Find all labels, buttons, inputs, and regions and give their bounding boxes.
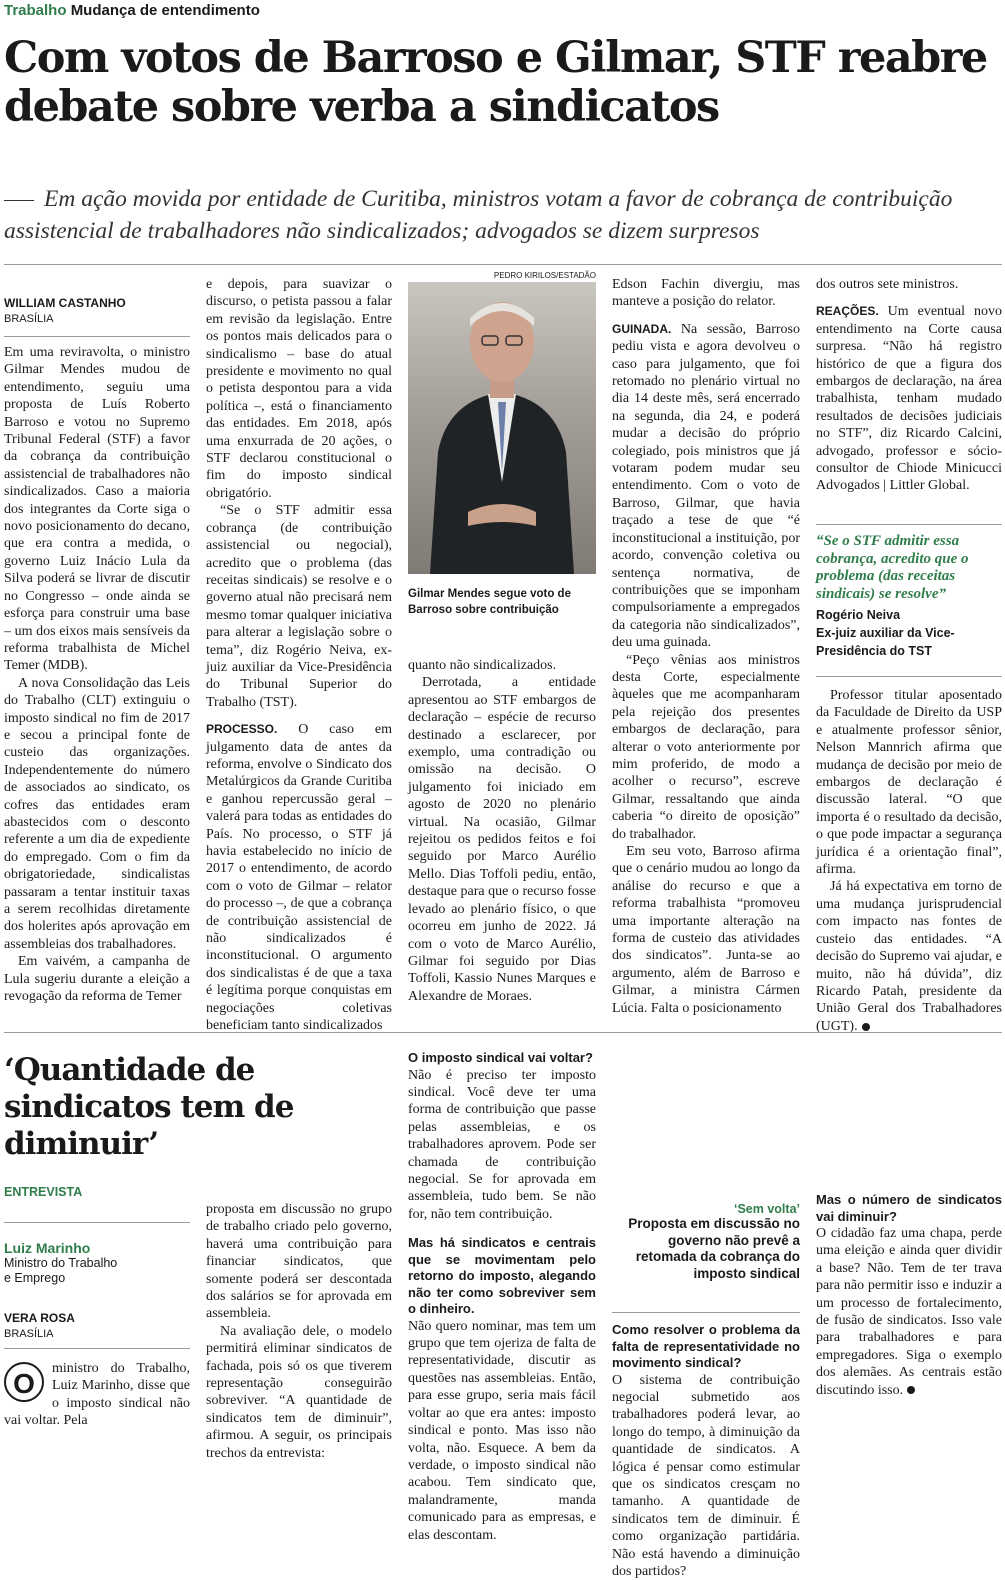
box-rule (612, 1312, 800, 1313)
end-mark-icon (907, 1386, 915, 1394)
lead-guinada: GUINADA. (612, 322, 671, 336)
answer-3: O sistema de contribuição negocial submetido aos trabalhadores poderá levar, ao longo do tempo, à diminuição da quantidade de sindicatos. A lógica é pensar como estimular que os sindicatos cresçam no tamanho. A quantidade de sindicatos tem de diminuir. É como organização partidária. Não está havendo a diminuição dos partidos? (612, 1372, 800, 1580)
interview-byline-rule (4, 1348, 190, 1349)
interview-column-5 (816, 1192, 1002, 1399)
byline-name: WILLIAM CASTANHO (4, 296, 190, 310)
lead-processo: PROCESSO. (206, 722, 277, 736)
question-3: Como resolver o problema da falta de representatividade no movimento sindical? (612, 1322, 800, 1372)
photo-gilmar-mendes (408, 282, 596, 574)
article-column-1 (4, 344, 190, 1005)
paragraph: proposta em discussão no grupo de trabalho criado pelo governo, haverá uma contribuição para financiar sindicatos, que somente poderá ser descontada dos salários se for aprovada em assembleia. (206, 1201, 392, 1323)
interview-headline: ‘Quantidade de sindicatos tem de diminuir’ (4, 1052, 404, 1163)
answer-4: O cidadão faz uma chapa, perde uma eleição e ainda quer dividir a base? Não. Tem de ter trava para não permitir isso e induzir a um processo de fortalecimento, de fusão de sindicatos. Isso vale para trabalhadores e para empregadores. Siga o exemplo dos alemães. As centrais estão discutindo isso. (816, 1225, 1002, 1399)
box-text: Proposta em discussão no governo não prevê a retomada da cobrança do imposto sindical (612, 1216, 800, 1282)
paragraph: “Se o STF admitir essa cobrança (de contribuição assistencial ou negocial), acredito que o problema (das receitas sindicais) se resolve e o governo atual não precisará nem mesmo tomar qualquer iniciativa para alterar a legislação sobre o tema”, diz Rogério Neiva, ex-juiz auxiliar da Vice-Presidência do Tribunal Superior do Trabalho (TST). (206, 502, 392, 711)
article-column-4 (612, 276, 800, 1017)
article-column-2 (206, 276, 392, 1028)
paragraph: dos outros sete ministros. (816, 276, 1002, 293)
paragraph: Em uma reviravolta, o ministro Gilmar Mendes mudou de entendimento, seguiu uma proposta de Luís Roberto Barroso e votou no Supremo Tribunal Federal (STF) a favor da cobrança da contribuição assistencial de trabalhadores não sindicalizados. Caso a maioria dos integrantes da Corte siga o novo posicionamento do decano, que era contra a medida, o governo Luiz Inácio Lula da Silva poderá se livrar de discutir no Congresso – onde ainda se esforça para construir uma base – um dos eixos mais sensíveis da reforma trabalhista de Michel Temer (MDB). (4, 344, 190, 675)
paragraph: Professor titular aposentado da Faculdade de Direito da USP e atualmente professor sênior, Nelson Mannrich afirma que mudança de decisão por meio de embargos de declaração é discussão lateral. “O que importa é o resultado da decisão, o que pode impactar a segurança jurídica é a orientação final”, afirma. (816, 687, 1002, 878)
interview-byline (4, 1311, 190, 1340)
pullquote-rule-top (816, 524, 1002, 525)
paragraph: O ministro do Trabalho, Luiz Marinho, disse que o imposto sindical não vai voltar. Pela (4, 1360, 190, 1430)
subject-name: Luiz Marinho (4, 1240, 190, 1256)
subject-role: Ministro do Trabalho e Emprego (4, 1256, 124, 1286)
byline (4, 296, 190, 325)
interview-subject (4, 1240, 190, 1286)
section-divider (4, 1032, 1002, 1033)
deck (4, 183, 1002, 247)
paragraph: Em seu voto, Barroso afirma que o cenário mudou ao longo da análise do recurso e que a reforma trabalhista “promoveu uma importante alteração na forma de custeio das atividades dos sindicatos”. Junta-se ao argumento, além de Barroso e Gilmar, a ministra Cármen Lúcia. Falta o posicionamento (612, 843, 800, 1017)
paragraph: “Peço vênias aos ministros desta Corte, especialmente àqueles que me acompanharam pela rejeição dos presentes embargos de declaração, para alterar o voto anteriormente por mim proferido, de modo a acolher o recurso”, escreve Gilmar, ressaltando que ainda caberia “o direito de oposição” do trabalhador. (612, 652, 800, 843)
portrait-illustration (408, 282, 596, 574)
paragraph: PROCESSO. O caso em julgamento data de antes da reforma, envolve o Sindicato dos Metalúrgicos da Grande Curitiba e ganhou repercussão geral – valerá para todas as entidades do País. No processo, o STF já havia estabelecido no início de 2017 o entendimento, de acordo com o voto de Gilmar – relator do processo –, de que a cobrança de contribuição assistencial de não sindicalizados é inconstitucional. O argumento dos sindicalistas é de que a taxa é legítima porque conquistas em negociações coletivas beneficiam tanto sindicalizados (206, 721, 392, 1034)
pullquote-name: Rogério Neiva (816, 606, 1002, 624)
answer-1: Não é preciso ter imposto sindical. Você deve ter uma forma de contribuição que passe pelas assembleias, e os trabalhadores aprovem. Pode ser chamada de contribuição negocial. Se for aprovada em assembleia, tudo bem. Se não for, não tem contribuição. (408, 1067, 596, 1224)
topic-label: Mudança de entendimento (71, 2, 260, 19)
paragraph: REAÇÕES. Um eventual novo entendimento na Corte causa surpresa. “Não há registro histórico de que a figura dos embargos de declaração, na área trabalhista, tenham mudado resultados de decisões judiciais no STF”, diz Ricardo Calcini, advogado, professor e sócio-consultor de Chiode Minicucci Advogados | Littler Global. (816, 303, 1002, 494)
interview-column-4 (612, 1322, 800, 1426)
byline-place: BRASÍLIA (4, 313, 190, 325)
interview-intro-1 (4, 1360, 190, 1426)
paragraph: Já há expectativa em torno de uma mudança jurisprudencial com impacto nas fontes de custeio das entidades. “A decisão do Supremo vai ajudar, e muito, não há dúvida”, diz Ricardo Patah, presidente da União Geral dos Trabalhadores (UGT). (816, 878, 1002, 1035)
question-4: Mas o número de sindicatos vai diminuir? (816, 1192, 1002, 1225)
article-column-5b (816, 687, 1002, 1028)
headline: Com votos de Barroso e Gilmar, STF reabre debate sobre verba a sindicatos (4, 34, 1004, 132)
question-1: O imposto sindical vai voltar? (408, 1050, 596, 1067)
pullquote-text: “Se o STF admitir essa cobrança, acredito que o problema (das receitas sindicais) se resolve” (816, 533, 1002, 603)
question-2: Mas há sindicatos e centrais que se movimentam pelo retorno do imposto, alegando não ter como sobreviver sem o dinheiro. (408, 1235, 596, 1318)
paragraph: quanto não sindicalizados. (408, 657, 596, 674)
lead-reacoes: REAÇÕES. (816, 304, 879, 318)
paragraph: e depois, para suavizar o discurso, o petista passou a falar em revisão da legislação. Entre os pontos mais delicados para o sindicalismo – base do atual presidente e movimento no qual o petista despontou para a vida política –, está o financiamento das entidades. Em 2018, após uma enxurrada de 20 ações, o STF declarou constitucional o fim do imposto sindical obrigatório. (206, 276, 392, 502)
article-column-3 (408, 657, 596, 1005)
byline-rule (4, 336, 190, 337)
interview-intro-2 (206, 1201, 392, 1426)
top-divider (4, 264, 1002, 265)
sidebar-box (612, 1202, 800, 1282)
pullquote-role: Ex-juiz auxiliar da Vice-Presidência do TST (816, 624, 1002, 660)
pullquote-rule-bottom (816, 676, 1002, 677)
kicker (4, 2, 260, 19)
interview-label-rule (4, 1222, 190, 1223)
interview-label: ENTREVISTA (4, 1185, 190, 1199)
paragraph: Em vaivém, a campanha de Lula sugeriu durante a eleição a revogação da reforma de Temer (4, 953, 190, 1005)
deck-text: Em ação movida por entidade de Curitiba, ministros votam a favor de cobrança de contribuição assistencial de trabalhadores não sindicalizados; advogados se dizem surpresos (4, 186, 952, 244)
author-name: VERA ROSA (4, 1311, 190, 1325)
paragraph: GUINADA. Na sessão, Barroso pediu vista e agora devolveu o caso para julgamento, que foi retomado no plenário virtual no dia 14 deste mês, será encerrado na segunda, dia 24, e poderá mudar a decisão do próprio colegiado, pois ministros que já votaram podem mudar seu entendimento. Com o voto de Barroso, Gilmar, que havia traçado a tese de que “é inconstitucional a instituição, por acordo, convenção coletiva ou sentença normativa, de contribuições que se imponham compulsoriamente a empregados da categoria não sindicalizados”, deu uma guinada. (612, 321, 800, 652)
author-place: BRASÍLIA (4, 1328, 190, 1340)
pullquote (816, 533, 1002, 660)
end-mark-icon (862, 1023, 870, 1031)
deck-rule (4, 200, 34, 201)
section-label: Trabalho (4, 2, 67, 19)
paragraph: Derrotada, a entidade apresentou ao STF embargos de declaração – espécie de recurso destinado a esclarecer, por exemplo, uma contradição ou omissão na decisão. O julgamento foi iniciado em agosto de 2020 no plenário virtual. Na ocasião, Gilmar rejeitou os pedidos feitos e foi seguido por Marco Aurélio Mello. Dias Toffoli pediu, então, destaque para que o recurso fosse levado ao plenário físico, o que ocorreu em junho de 2022. Já com o voto de Marco Aurélio, Gilmar foi seguido por Dias Toffoli, Kassio Nunes Marques e Alexandre de Moraes. (408, 674, 596, 1005)
box-label: ‘Sem volta’ (612, 1202, 800, 1216)
paragraph: Na avaliação dele, o modelo permitirá eliminar sindicatos de fachada, pois só os que tiverem representação conseguirão sobreviver. “A quantidade de sindicatos tem de diminuir”, afirmou. A seguir, os principais trechos da entrevista: (206, 1323, 392, 1462)
interview-column-3 (408, 1050, 596, 1426)
dropcap: O (4, 1362, 44, 1402)
photo-caption: Gilmar Mendes segue voto de Barroso sobre contribuição (408, 586, 596, 618)
answer-2: Não quero nominar, mas tem um grupo que tem ojeriza de falta de representatividade, discutir as questões nas assembleias. Então, para esse grupo, seria mais fácil voltar ao que era antes: imposto sindical e ponto. Mas isso não volta, não. Esquece. A bem da verdade, o imposto sindical não acabou. Tem sindicato que, malandramente, manda comunicado para as empresas, e elas descontam. (408, 1318, 596, 1544)
photo-credit: PEDRO KIRILOS/ESTADÃO (408, 271, 596, 280)
article-column-5 (816, 276, 1002, 495)
paragraph: A nova Consolidação das Leis do Trabalho (CLT) extinguiu o imposto sindical no fim de 2017 e secou a principal fonte de custeio das organizações. Independentemente do número de associados ao sindicato, os cofres das entidades eram abastecidos com o desconto referente a um dia de expediente do empregado. Com o fim da obrigatoriedade, sindicalistas passaram a tentar instituir taxas a serem recolhidas diretamente dos holerites após aprovação em assembleias dos trabalhadores. (4, 675, 190, 954)
paragraph: Edson Fachin divergiu, mas manteve a posição do relator. (612, 276, 800, 311)
